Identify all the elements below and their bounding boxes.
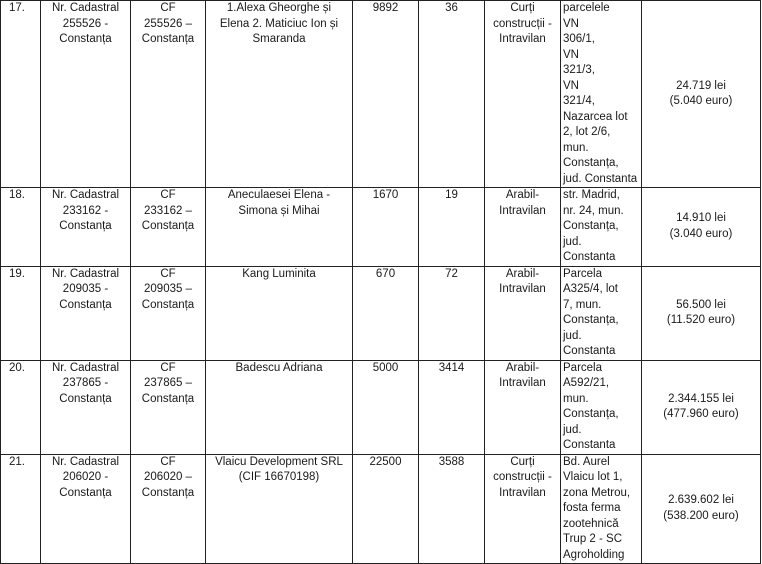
location-description-line: zona Metrou, bbox=[563, 486, 631, 499]
owner-name-line: Kang Luminita bbox=[242, 267, 316, 280]
cadastral-number-line: 209035 - bbox=[62, 283, 109, 295]
location-description-line: 306/1, bbox=[563, 33, 595, 45]
owner-name bbox=[206, 188, 353, 267]
location-description-line: Constanta bbox=[563, 345, 616, 357]
quantity-value: 72 bbox=[419, 266, 485, 360]
location-description-line: 321/4, bbox=[563, 95, 595, 107]
owner-name-line: Simona și Mihai bbox=[238, 204, 320, 217]
owner-name-line: Vlaicu Development SRL bbox=[215, 455, 343, 468]
cadastral-number-line: 233162 - bbox=[62, 204, 109, 217]
location-description bbox=[561, 188, 642, 267]
price-value-line: 56.500 lei bbox=[676, 298, 726, 311]
owner-name bbox=[206, 360, 353, 454]
table-row bbox=[1, 360, 761, 454]
location-description-line: jud. Constanta bbox=[563, 172, 638, 185]
area-value: 9892 bbox=[353, 1, 419, 188]
cadastral-number-line: Nr. Cadastral bbox=[51, 2, 120, 14]
cf-number bbox=[131, 1, 206, 188]
location-description-line: jud. bbox=[563, 329, 582, 342]
location-description-line: str. Madrid, bbox=[563, 189, 620, 201]
owner-name bbox=[206, 266, 353, 360]
location-description bbox=[561, 360, 642, 454]
land-category-line: construcții - bbox=[493, 471, 552, 483]
cadastral-number-line: Constanța bbox=[59, 33, 112, 45]
price-value-line: (5.040 euro) bbox=[669, 95, 733, 107]
price-value-line: (538.200 euro) bbox=[663, 509, 739, 522]
row-number: 18. bbox=[1, 188, 41, 267]
location-description-line: VN bbox=[563, 79, 579, 92]
table-row bbox=[1, 454, 761, 564]
cf-number-line: 237865 – bbox=[144, 377, 192, 389]
location-description-line: Bd. Aurel bbox=[563, 455, 610, 468]
cf-number-line: Constanța bbox=[141, 33, 195, 45]
cadastral-number-line: Constanța bbox=[59, 486, 112, 499]
cadastral-number-line: Constanța bbox=[59, 392, 112, 405]
cf-number bbox=[131, 454, 206, 564]
land-category-line: Intravilan bbox=[499, 204, 546, 217]
cf-number-line: CF bbox=[160, 189, 176, 201]
table-row bbox=[1, 266, 761, 360]
land-category bbox=[485, 1, 561, 188]
price-value-line: 14.910 lei bbox=[676, 212, 726, 225]
owner-name-line: Smaranda bbox=[252, 33, 306, 45]
location-description-line: fosta ferma bbox=[563, 502, 621, 514]
location-description-line: mun. bbox=[563, 141, 589, 154]
location-description-line: 2, lot 2/6, bbox=[563, 126, 611, 138]
cadastral-number-line: Constanța bbox=[59, 220, 112, 232]
price-value bbox=[642, 1, 761, 188]
owner-name bbox=[206, 1, 353, 188]
row-number: 17. bbox=[1, 1, 41, 188]
location-description bbox=[561, 1, 642, 188]
land-category bbox=[485, 454, 561, 564]
price-value-line: 24.719 lei bbox=[676, 79, 726, 92]
row-number: 21. bbox=[1, 454, 41, 564]
price-value-line: 2.639.602 lei bbox=[668, 494, 734, 507]
location-description-line: nr. 24, mun. bbox=[563, 204, 624, 217]
table-row bbox=[1, 1, 761, 188]
land-category bbox=[485, 188, 561, 267]
cf-number-line: CF bbox=[160, 361, 176, 374]
cf-number-line: CF bbox=[160, 455, 176, 468]
cadastral-number bbox=[41, 454, 131, 564]
cadastral-number-line: Nr. Cadastral bbox=[51, 189, 120, 201]
land-category-line: Curți bbox=[510, 2, 535, 14]
land-category-line: Intravilan bbox=[499, 33, 546, 45]
location-description-line: zootehnică bbox=[563, 517, 619, 530]
owner-name-line: Elena 2. Maticiuc Ion și bbox=[219, 17, 339, 30]
owner-name-line: (CIF 16670198) bbox=[238, 471, 320, 483]
price-value-line: 2.344.155 lei bbox=[668, 392, 734, 405]
land-category-line: Arabil- bbox=[505, 267, 540, 280]
table-row bbox=[1, 188, 761, 267]
price-value-line: (477.960 euro) bbox=[663, 408, 739, 420]
location-description-line: Constanța, bbox=[563, 408, 619, 420]
location-description-line: mun. bbox=[563, 392, 589, 405]
cf-number-line: 206020 – bbox=[144, 471, 192, 483]
area-value: 1670 bbox=[353, 188, 419, 267]
cf-number-line: Constanța bbox=[141, 298, 195, 311]
cadastral-number-line: Nr. Cadastral bbox=[51, 455, 120, 468]
location-description-line: A592/21, bbox=[563, 377, 610, 389]
area-value: 670 bbox=[353, 266, 419, 360]
land-category-line: Arabil- bbox=[505, 361, 540, 374]
cf-number-line: 233162 – bbox=[144, 204, 192, 217]
cadastral-number bbox=[41, 266, 131, 360]
cadastral-number-line: 255526 - bbox=[62, 17, 109, 30]
cf-number-line: Constanța bbox=[141, 220, 195, 232]
row-number: 20. bbox=[1, 360, 41, 454]
price-value bbox=[642, 266, 761, 360]
location-description-line: Constanța, bbox=[563, 157, 619, 169]
location-description-line: 7, mun. bbox=[563, 298, 602, 311]
location-description-line: jud. bbox=[563, 423, 582, 436]
land-category-line: construcții - bbox=[493, 17, 552, 30]
cf-number-line: 255526 – bbox=[144, 17, 192, 30]
location-description-line: Constanța, bbox=[563, 220, 619, 232]
location-description-line: 321/3, bbox=[563, 64, 595, 76]
quantity-value: 3588 bbox=[419, 454, 485, 564]
cf-number-line: Constanța bbox=[141, 486, 195, 499]
land-category-line: Intravilan bbox=[499, 377, 546, 389]
cf-number-line: CF bbox=[160, 267, 176, 280]
cf-number-line: CF bbox=[160, 2, 176, 14]
cadastral-number-line: Nr. Cadastral bbox=[51, 267, 120, 280]
location-description-line: Vlaicu lot 1, bbox=[563, 471, 623, 483]
price-value bbox=[642, 454, 761, 564]
location-description-line: parcelele bbox=[563, 2, 610, 14]
owner-name-line: 1.Alexa Gheorghe și bbox=[226, 2, 332, 14]
owner-name-line: Aneculaesei Elena - bbox=[227, 189, 331, 201]
location-description bbox=[561, 266, 642, 360]
location-description-line: Agroholding bbox=[563, 548, 625, 561]
price-value-line: (3.040 euro) bbox=[669, 227, 733, 240]
location-description-line: Trup 2 - SC bbox=[563, 533, 623, 545]
cf-number bbox=[131, 188, 206, 267]
location-description-line: VN bbox=[563, 48, 579, 61]
cadastral-number bbox=[41, 188, 131, 267]
location-description-line: Constanta bbox=[563, 251, 616, 263]
cf-number bbox=[131, 360, 206, 454]
cadastral-number bbox=[41, 1, 131, 188]
owner-name bbox=[206, 454, 353, 564]
cf-number-line: Constanța bbox=[141, 392, 195, 405]
location-description-line: jud. bbox=[563, 235, 582, 248]
location-description-line: VN bbox=[563, 17, 579, 30]
quantity-value: 3414 bbox=[419, 360, 485, 454]
cf-number bbox=[131, 266, 206, 360]
location-description-line: Parcela bbox=[563, 267, 602, 280]
price-value bbox=[642, 188, 761, 267]
cadastral-number-line: Constanța bbox=[59, 298, 112, 311]
price-value-line: (11.520 euro) bbox=[666, 314, 736, 326]
cf-number-line: 209035 – bbox=[144, 283, 192, 295]
land-category-line: Curți bbox=[510, 455, 535, 468]
owner-name-line: Badescu Adriana bbox=[235, 361, 323, 374]
cadastral-number bbox=[41, 360, 131, 454]
location-description-line: Parcela bbox=[563, 361, 602, 374]
row-number: 19. bbox=[1, 266, 41, 360]
location-description-line: A325/4, lot bbox=[563, 283, 618, 295]
cadastral-number-line: Nr. Cadastral bbox=[51, 361, 120, 374]
quantity-value: 19 bbox=[419, 188, 485, 267]
land-category bbox=[485, 360, 561, 454]
location-description-line: Constanța, bbox=[563, 314, 619, 326]
price-value bbox=[642, 360, 761, 454]
location-description bbox=[561, 454, 642, 564]
area-value: 22500 bbox=[353, 454, 419, 564]
cadastral-number-line: 237865 - bbox=[62, 377, 109, 389]
cadastral-number-line: 206020 - bbox=[62, 471, 109, 483]
land-category bbox=[485, 266, 561, 360]
land-category-line: Intravilan bbox=[499, 486, 546, 499]
location-description-line: Constanta bbox=[563, 439, 616, 451]
area-value: 5000 bbox=[353, 360, 419, 454]
land-category-line: Arabil- bbox=[505, 189, 540, 201]
land-category-line: Intravilan bbox=[499, 283, 546, 295]
quantity-value: 36 bbox=[419, 1, 485, 188]
location-description-line: Nazarcea lot bbox=[563, 110, 628, 123]
